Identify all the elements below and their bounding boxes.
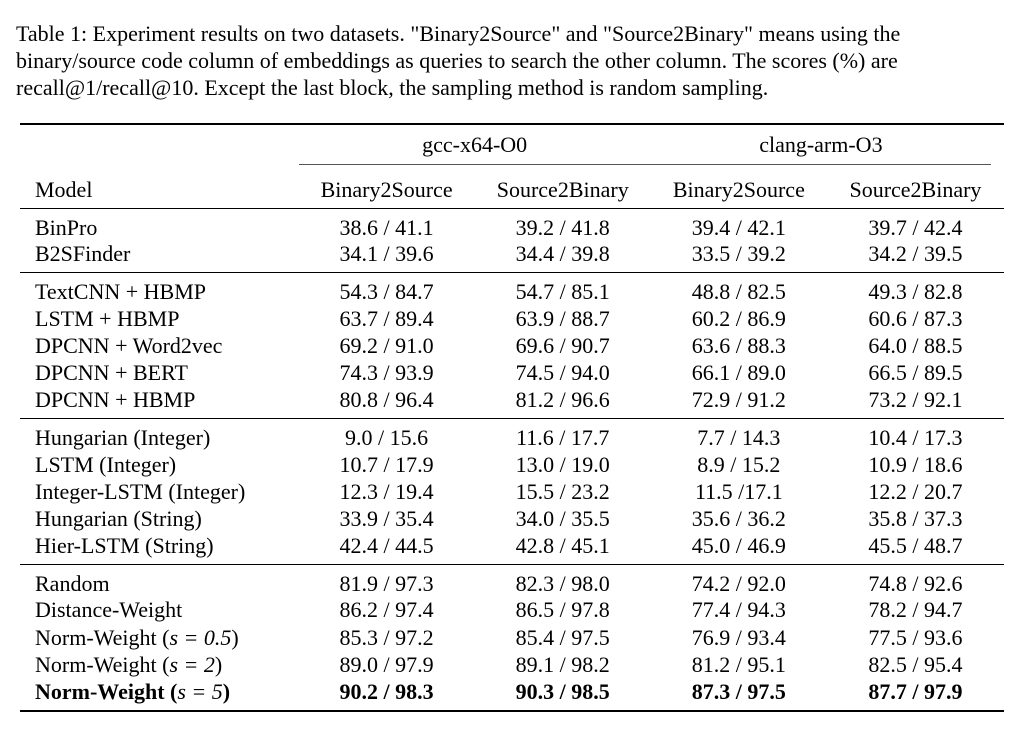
score-cell: 76.9 / 93.4 xyxy=(691,624,786,650)
score-cell: 81.2 / 96.6 xyxy=(515,386,610,412)
table-row xyxy=(20,387,1004,419)
score-cell: 73.2 / 92.1 xyxy=(868,386,963,412)
score-cell: 49.3 / 82.8 xyxy=(827,273,1004,306)
table-row xyxy=(20,418,1004,451)
score-cell: 42.8 / 45.1 xyxy=(515,532,610,558)
score-cell: 66.1 / 89.0 xyxy=(691,360,786,386)
score-cell: 34.2 / 39.5 xyxy=(868,241,963,266)
score-cell: 74.5 / 94.0 xyxy=(515,360,610,386)
model-name-suffix: ) xyxy=(214,652,223,678)
results-table xyxy=(20,123,1004,712)
score-cell: 90.2 / 98.3 xyxy=(299,679,475,711)
table-row xyxy=(20,564,1004,597)
score-cell: 82.5 / 95.4 xyxy=(868,652,963,678)
score-cell: 35.6 / 36.2 xyxy=(691,506,786,532)
score-cell: 10.9 / 18.6 xyxy=(868,451,963,477)
score-cell: 74.2 / 92.0 xyxy=(651,564,827,597)
column-header-source2binary: Source2Binary xyxy=(496,177,629,202)
score-cell: 34.4 / 39.8 xyxy=(515,241,610,266)
table-row xyxy=(20,209,1004,242)
score-cell: 8.9 / 15.2 xyxy=(697,451,781,477)
group-header-empty xyxy=(20,124,299,172)
score-cell: 39.4 / 42.1 xyxy=(651,209,827,242)
score-cell: 10.7 / 17.9 xyxy=(339,451,434,477)
model-name-prefix: Norm-Weight ( xyxy=(35,678,178,704)
score-cell: 38.6 / 41.1 xyxy=(299,209,475,242)
model-cell: LSTM (Integer) xyxy=(35,451,177,477)
score-cell: 60.2 / 86.9 xyxy=(691,305,786,331)
table-row xyxy=(20,597,1004,624)
score-cell: 63.7 / 89.4 xyxy=(339,305,434,331)
score-cell: 39.2 / 41.8 xyxy=(475,209,651,242)
score-cell: 12.2 / 20.7 xyxy=(868,478,963,504)
group-header-row xyxy=(20,124,1004,172)
score-cell: 15.5 / 23.2 xyxy=(515,478,610,504)
model-cell: Hier-LSTM (String) xyxy=(35,532,214,558)
score-cell: 11.5 /17.1 xyxy=(694,478,783,504)
model-cell xyxy=(20,651,299,678)
score-cell: 54.3 / 84.7 xyxy=(299,273,475,306)
score-cell: 87.3 / 97.5 xyxy=(651,679,827,711)
model-cell: Random xyxy=(20,564,299,597)
model-cell: LSTM + HBMP xyxy=(35,305,180,331)
score-cell: 89.0 / 97.9 xyxy=(339,652,434,678)
group-header-gcc: gcc-x64-O0 xyxy=(299,132,651,165)
table-row xyxy=(20,305,1004,332)
column-header-row xyxy=(20,172,1004,209)
model-name-suffix: ) xyxy=(231,624,239,650)
score-cell: 86.5 / 97.8 xyxy=(515,597,610,623)
model-cell xyxy=(20,624,299,651)
table-row xyxy=(20,273,1004,306)
score-cell: 60.6 / 87.3 xyxy=(868,305,963,331)
score-cell: 33.9 / 35.4 xyxy=(339,506,434,532)
column-header-source2binary: Source2Binary xyxy=(849,177,982,202)
score-cell: 80.8 / 96.4 xyxy=(339,386,434,412)
score-cell: 13.0 / 19.0 xyxy=(515,451,610,477)
model-cell: DPCNN + HBMP xyxy=(35,386,196,412)
model-name-prefix: Norm-Weight ( xyxy=(35,624,170,650)
model-cell: Integer-LSTM (Integer) xyxy=(35,478,246,504)
score-cell: 12.3 / 19.4 xyxy=(339,478,434,504)
group-header-cell xyxy=(651,124,1004,172)
group-header-cell xyxy=(299,124,651,172)
model-cell: TextCNN + HBMP xyxy=(20,273,299,306)
model-cell: B2SFinder xyxy=(35,241,131,266)
table-row xyxy=(20,533,1004,565)
table-row xyxy=(20,679,1004,711)
model-cell: Hungarian (Integer) xyxy=(20,418,299,451)
score-cell: 7.7 / 14.3 xyxy=(651,418,827,451)
table-row xyxy=(20,332,1004,359)
score-cell: 63.9 / 88.7 xyxy=(515,305,610,331)
score-cell: 63.6 / 88.3 xyxy=(691,332,786,358)
score-cell: 77.4 / 94.3 xyxy=(691,597,786,623)
results-table-container xyxy=(20,123,1004,712)
score-cell: 9.0 / 15.6 xyxy=(299,418,475,451)
model-cell: Distance-Weight xyxy=(35,597,183,623)
table-row xyxy=(20,360,1004,387)
table-row xyxy=(20,651,1004,678)
score-cell: 64.0 / 88.5 xyxy=(868,332,963,358)
score-cell: 39.7 / 42.4 xyxy=(827,209,1004,242)
score-cell: 34.1 / 39.6 xyxy=(339,241,434,266)
table-caption: Table 1: Experiment results on two datasets. "Binary2Source" and "Source2Binary" means using the binary/source code column of embeddings as queries to search the other column. The scores (%) are recall@1/recall@10. Except the last block, the sampling method is random sampling. xyxy=(16,21,901,100)
score-cell: 69.2 / 91.0 xyxy=(339,332,434,358)
score-cell: 48.8 / 82.5 xyxy=(651,273,827,306)
score-cell: 33.5 / 39.2 xyxy=(691,241,786,266)
score-cell: 78.2 / 94.7 xyxy=(868,597,963,623)
model-param-math: s = 5 xyxy=(177,678,223,704)
score-cell: 45.5 / 48.7 xyxy=(868,532,963,558)
table-row xyxy=(20,478,1004,505)
score-cell: 82.3 / 98.0 xyxy=(475,564,651,597)
score-cell: 72.9 / 91.2 xyxy=(691,386,786,412)
score-cell: 42.4 / 44.5 xyxy=(339,532,434,558)
score-cell: 74.3 / 93.9 xyxy=(339,360,434,386)
model-cell: DPCNN + BERT xyxy=(35,360,188,386)
score-cell: 66.5 / 89.5 xyxy=(868,360,963,386)
score-cell: 10.4 / 17.3 xyxy=(827,418,1004,451)
score-cell: 89.1 / 98.2 xyxy=(515,652,610,678)
column-header-binary2source: Binary2Source xyxy=(672,177,805,202)
table-row xyxy=(20,241,1004,273)
score-cell: 90.3 / 98.5 xyxy=(475,679,651,711)
score-cell: 54.7 / 85.1 xyxy=(475,273,651,306)
score-cell: 45.0 / 46.9 xyxy=(691,532,786,558)
table-row xyxy=(20,505,1004,532)
score-cell: 81.9 / 97.3 xyxy=(299,564,475,597)
model-param-math: s = 2 xyxy=(169,652,215,678)
score-cell: 87.7 / 97.9 xyxy=(827,679,1004,711)
score-cell: 74.8 / 92.6 xyxy=(827,564,1004,597)
model-name-suffix: ) xyxy=(222,678,231,704)
score-cell: 11.6 / 17.7 xyxy=(475,418,651,451)
table-row xyxy=(20,624,1004,651)
score-cell: 81.2 / 95.1 xyxy=(691,652,786,678)
score-cell: 85.3 / 97.2 xyxy=(339,624,434,650)
column-header-model: Model xyxy=(35,177,93,202)
group-header-clang: clang-arm-O3 xyxy=(651,132,991,165)
score-cell: 34.0 / 35.5 xyxy=(515,506,610,532)
model-name-prefix: Norm-Weight ( xyxy=(35,652,170,678)
score-cell: 85.4 / 97.5 xyxy=(515,624,610,650)
score-cell: 86.2 / 97.4 xyxy=(339,597,434,623)
results-table-body xyxy=(20,124,1004,711)
score-cell: 77.5 / 93.6 xyxy=(868,624,963,650)
model-param-math: s = 0.5 xyxy=(169,624,232,650)
table-row xyxy=(20,451,1004,478)
model-cell: DPCNN + Word2vec xyxy=(35,332,223,358)
column-header-binary2source: Binary2Source xyxy=(320,177,453,202)
model-cell: Hungarian (String) xyxy=(35,506,202,532)
model-cell: BinPro xyxy=(20,209,299,242)
score-cell: 35.8 / 37.3 xyxy=(868,506,963,532)
model-cell xyxy=(20,679,299,711)
score-cell: 69.6 / 90.7 xyxy=(515,332,610,358)
